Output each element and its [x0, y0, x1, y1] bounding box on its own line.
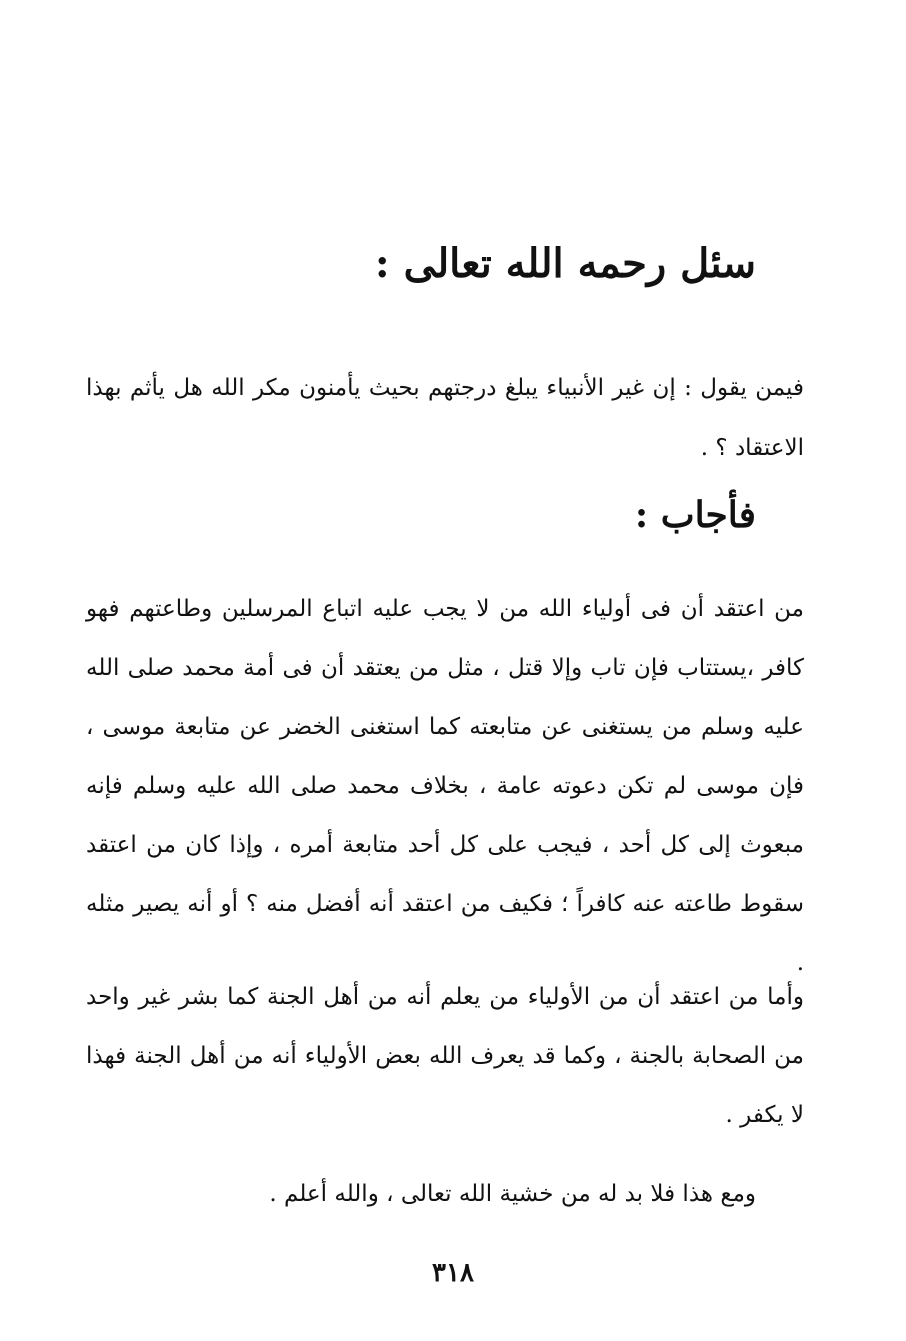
- answer-paragraph-3: ومع هذا فلا بد له من خشية الله تعالى ، والله أعلم .: [269, 1181, 756, 1207]
- page-number: ٣١٨: [432, 1258, 474, 1288]
- question-heading: سئل رحمه الله تعالى :: [374, 240, 756, 287]
- question-text: فيمن يقول : إن غير الأنبياء يبلغ درجتهم بحيث يأمنون مكر الله هل يأثم بهذا الاعتقاد ؟ .: [86, 375, 804, 461]
- answer-paragraph-1: من اعتقد أن فى أولياء الله من لا يجب عليه اتباع المرسلين وطاعتهم فهو كافر ،يستتاب فإن تاب وإلا قتل ، مثل من يعتقد أن فى أمة محمد صلى الله عليه وسلم من يستغنى عن متابعته كما استغنى الخضر عن متابعة موسى ، فإن موسى لم تكن دعوته عامة ، بخلاف محمد صلى الله عليه وسلم فإنه مبعوث إلى كل أحد ، فيجب على كل أحد متابعة أمره ، وإذا كان من اعتقد سقوط طاعته عنه كافراً ؛ فكيف من اعتقد أنه أفضل منه ؟ أو أنه يصير مثله .: [86, 596, 804, 976]
- answer-paragraph-2: وأما من اعتقد أن من الأولياء من يعلم أنه من أهل الجنة كما بشر غير واحد من الصحابة بالجنة ، وكما قد يعرف الله بعض الأولياء أنه من أهل الجنة فهذا لا يكفر .: [86, 984, 804, 1128]
- answer-heading: فأجاب :: [634, 494, 756, 536]
